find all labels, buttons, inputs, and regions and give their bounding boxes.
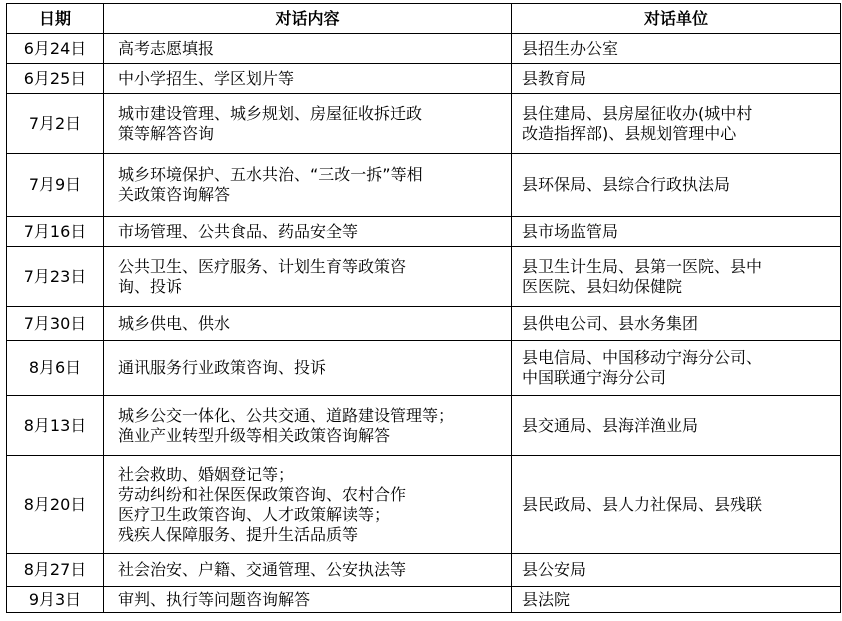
table-row	[7, 217, 841, 247]
row-date: 8月13日	[7, 396, 104, 456]
header-unit: 对话单位	[512, 4, 841, 34]
row-content: 社会救助、婚姻登记等； 劳动纠纷和社保医保政策咨询、农村合作 医疗卫生政策咨询、人才政策解读等； 残疾人保障服务、提升生活品质等	[104, 456, 512, 554]
row-date: 6月25日	[7, 64, 104, 94]
row-content: 通讯服务行业政策咨询、投诉	[104, 341, 512, 396]
row-date: 8月20日	[7, 456, 104, 554]
row-unit: 县环保局、县综合行政执法局	[512, 154, 841, 217]
row-unit: 县电信局、中国移动宁海分公司、 中国联通宁海分公司	[512, 341, 841, 396]
row-content: 城乡环境保护、五水共治、“三改一拆”等相 关政策咨询解答	[104, 154, 512, 217]
table-row	[7, 64, 841, 94]
row-content: 高考志愿填报	[104, 34, 512, 64]
table-row	[7, 396, 841, 456]
table-row	[7, 341, 841, 396]
row-content: 社会治安、户籍、交通管理、公安执法等	[104, 554, 512, 587]
row-date: 7月2日	[7, 94, 104, 154]
header-date: 日期	[7, 4, 104, 34]
row-date: 7月30日	[7, 307, 104, 341]
header-row	[7, 4, 841, 34]
row-unit: 县住建局、县房屋征收办(城中村 改造指挥部)、县规划管理中心	[512, 94, 841, 154]
row-date: 8月27日	[7, 554, 104, 587]
table-row	[7, 94, 841, 154]
row-date: 9月3日	[7, 587, 104, 613]
row-date: 7月9日	[7, 154, 104, 217]
row-unit: 县法院	[512, 587, 841, 613]
row-content: 城乡供电、供水	[104, 307, 512, 341]
table-row	[7, 154, 841, 217]
row-content: 市场管理、公共食品、药品安全等	[104, 217, 512, 247]
row-unit: 县招生办公室	[512, 34, 841, 64]
row-content: 城乡公交一体化、公共交通、道路建设管理等； 渔业产业转型升级等相关政策咨询解答	[104, 396, 512, 456]
row-unit: 县供电公司、县水务集团	[512, 307, 841, 341]
row-date: 7月23日	[7, 247, 104, 307]
row-unit: 县交通局、县海洋渔业局	[512, 396, 841, 456]
row-unit: 县市场监管局	[512, 217, 841, 247]
row-unit: 县民政局、县人力社保局、县残联	[512, 456, 841, 554]
header-content: 对话内容	[104, 4, 512, 34]
row-unit: 县卫生计生局、县第一医院、县中 医医院、县妇幼保健院	[512, 247, 841, 307]
row-date: 6月24日	[7, 34, 104, 64]
table-row	[7, 587, 841, 613]
table-row	[7, 34, 841, 64]
row-content: 公共卫生、医疗服务、计划生育等政策咨 询、投诉	[104, 247, 512, 307]
row-content: 城市建设管理、城乡规划、房屋征收拆迁政 策等解答咨询	[104, 94, 512, 154]
row-unit: 县教育局	[512, 64, 841, 94]
table-row	[7, 554, 841, 587]
row-date: 8月6日	[7, 341, 104, 396]
row-content: 中小学招生、学区划片等	[104, 64, 512, 94]
table-row	[7, 307, 841, 341]
schedule-table	[6, 3, 841, 613]
row-content: 审判、执行等问题咨询解答	[104, 587, 512, 613]
table-row	[7, 456, 841, 554]
row-unit: 县公安局	[512, 554, 841, 587]
row-date: 7月16日	[7, 217, 104, 247]
table-row	[7, 247, 841, 307]
